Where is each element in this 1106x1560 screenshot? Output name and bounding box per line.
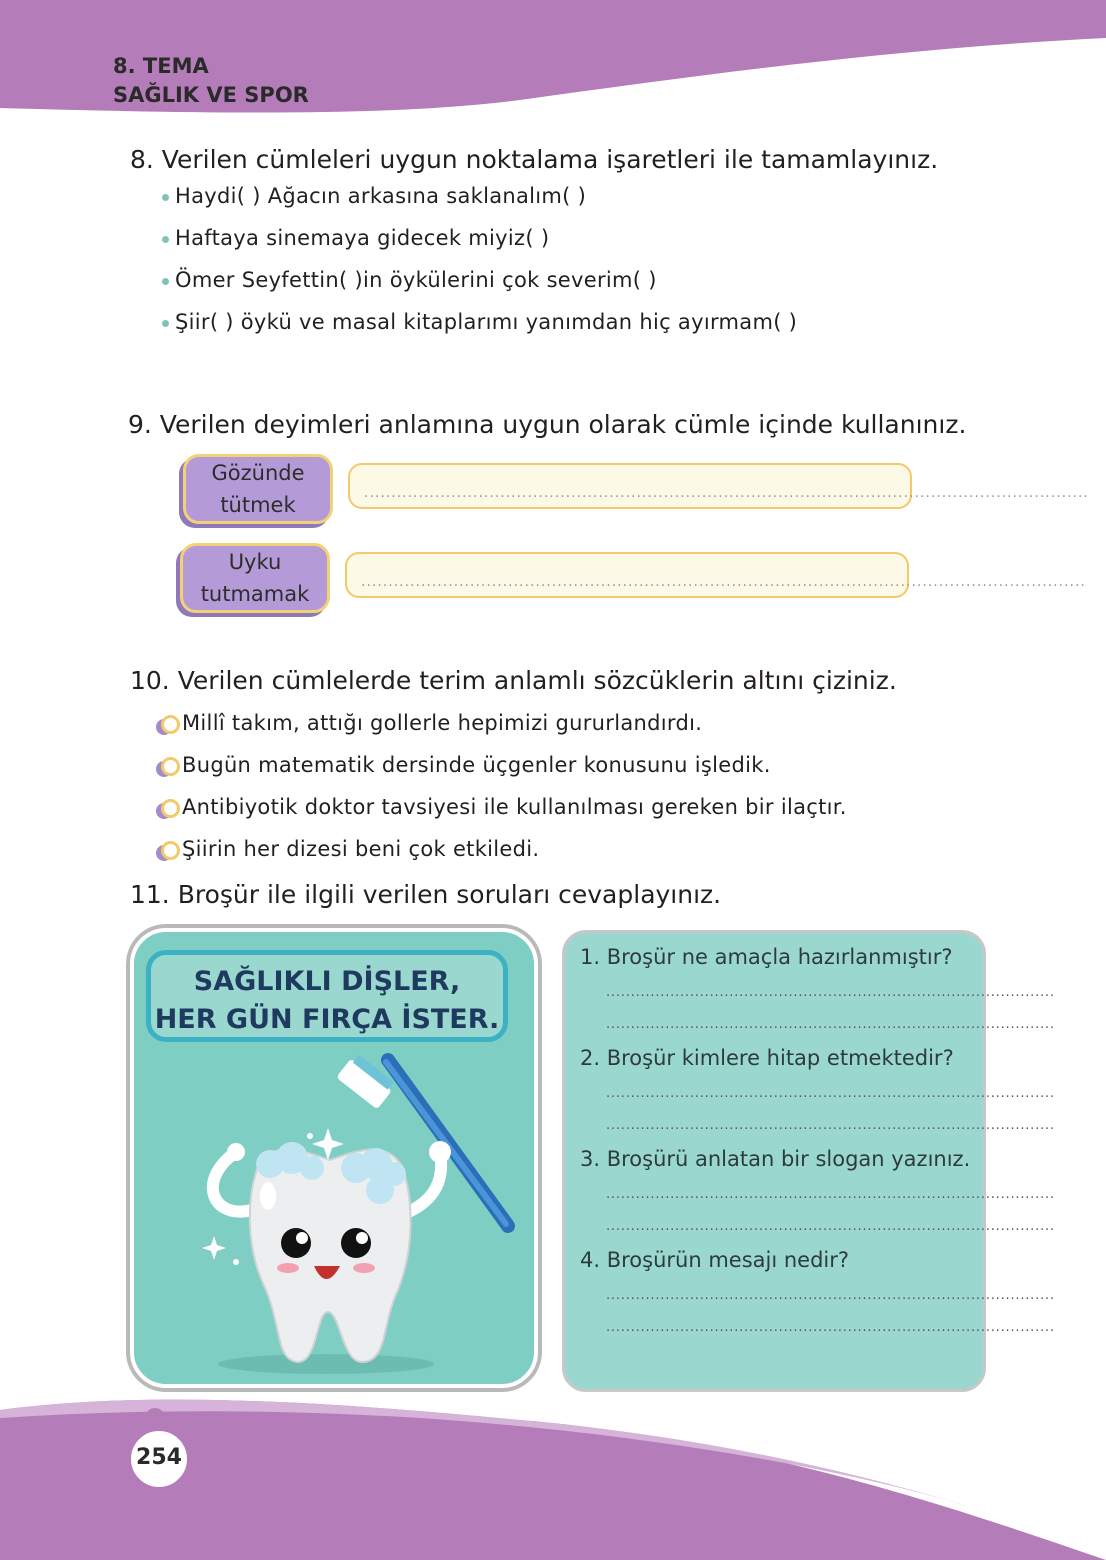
idiom-card: Gözünde tütmek: [183, 454, 333, 524]
answer-line[interactable]: ...........................................................................................: [606, 1187, 1055, 1202]
q10-item: Şiirin her dizesi beni çok etkiledi.: [182, 837, 540, 861]
page-number: 254: [128, 1428, 190, 1490]
brochure-slogan: SAĞLIKLI DİŞLER, HER GÜN FIRÇA İSTER.: [146, 950, 508, 1042]
answer-line[interactable]: ...........................................................................................: [606, 1320, 1055, 1335]
answer-line[interactable]: ...........................................................................................: [606, 1219, 1055, 1234]
answer-line[interactable]: ...........................................................................................: [606, 1017, 1055, 1032]
idiom-answer-field[interactable]: .....................................................................................................................................: [345, 552, 909, 598]
theme-number: 8. TEMA: [113, 54, 209, 78]
question-8-title: 8. Verilen cümleleri uygun noktalama işaretleri ile tamamlayınız.: [130, 145, 939, 174]
q8-item: Ömer Seyfettin( )in öykülerini çok severim( ): [162, 268, 657, 292]
brochure-question: 2. Broşür kimlere hitap etmektedir?: [580, 1046, 954, 1070]
q10-item: Antibiyotik doktor tavsiyesi ile kullanılması gereken bir ilaçtır.: [182, 795, 847, 819]
q8-item: Haftaya sinemaya gidecek miyiz( ): [162, 226, 549, 250]
answer-line[interactable]: ...........................................................................................: [606, 985, 1055, 1000]
q8-item: Şiir( ) öykü ve masal kitaplarımı yanımdan hiç ayırmam( ): [162, 310, 797, 334]
question-10-title: 10. Verilen cümlelerde terim anlamlı sözcüklerin altını çiziniz.: [130, 666, 897, 695]
brochure-question: 1. Broşür ne amaçla hazırlanmıştır?: [580, 945, 953, 969]
idiom-answer-field[interactable]: .....................................................................................................................................: [348, 463, 912, 509]
brochure-question: 3. Broşürü anlatan bir slogan yazınız.: [580, 1147, 971, 1171]
theme-title: SAĞLIK VE SPOR: [113, 83, 309, 107]
question-11-title: 11. Broşür ile ilgili verilen soruları cevaplayınız.: [130, 880, 722, 909]
brochure-question: 4. Broşürün mesajı nedir?: [580, 1248, 850, 1272]
answer-line[interactable]: ...........................................................................................: [606, 1086, 1055, 1101]
question-9-title: 9. Verilen deyimleri anlamına uygun olarak cümle içinde kullanınız.: [128, 410, 967, 439]
q8-item: Haydi( ) Ağacın arkasına saklanalım( ): [162, 184, 586, 208]
answer-line[interactable]: ...........................................................................................: [606, 1118, 1055, 1133]
idiom-card: Uyku tutmamak: [180, 543, 330, 613]
q10-item: Bugün matematik dersinde üçgenler konusunu işledik.: [182, 753, 771, 777]
answer-line[interactable]: ...........................................................................................: [606, 1288, 1055, 1303]
q10-item: Millî takım, attığı gollerle hepimizi gururlandırdı.: [182, 711, 703, 735]
